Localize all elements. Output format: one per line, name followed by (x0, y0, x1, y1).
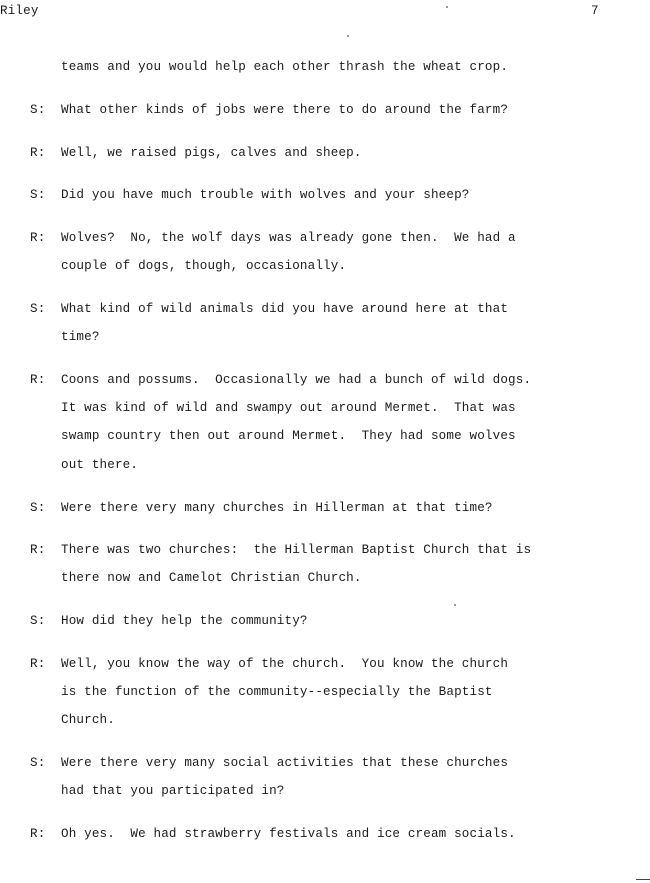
transcript-line: Coons and possums. Occasionally we had a bunch of wild dogs. (61, 373, 532, 387)
speaker-label: R: (30, 827, 46, 841)
transcript-line: had that you participated in? (61, 784, 285, 798)
transcript-line: There was two churches: the Hillerman Baptist Church that is (61, 543, 532, 557)
speaker-label: S: (30, 501, 46, 515)
transcript-line: Were there very many social activities that these churches (61, 756, 509, 770)
transcript-line: Church. (61, 713, 115, 727)
transcript-line: Did you have much trouble with wolves and your sheep? (61, 188, 470, 202)
speaker-label: S: (30, 756, 46, 770)
header-name: Riley (0, 4, 39, 18)
speaker-label: S: (30, 188, 46, 202)
speaker-label: R: (30, 373, 46, 387)
transcript-line: It was kind of wild and swampy out around Mermet. That was (61, 401, 516, 415)
speaker-label: R: (30, 543, 46, 557)
transcript-line: couple of dogs, though, occasionally. (61, 259, 347, 273)
transcript-line: out there. (61, 458, 139, 472)
page-number: 7 (591, 4, 599, 18)
speaker-label: R: (30, 146, 46, 160)
transcript-line: is the function of the community--especially the Baptist (61, 685, 493, 699)
transcript-line: Oh yes. We had strawberry festivals and ice cream socials. (61, 827, 516, 841)
transcript-line: Well, we raised pigs, calves and sheep. (61, 146, 362, 160)
scan-speck (454, 604, 456, 606)
speaker-label: R: (30, 231, 46, 245)
transcript-line: swamp country then out around Mermet. They had some wolves (61, 429, 516, 443)
speaker-label: S: (30, 103, 46, 117)
transcript-line: time? (61, 330, 100, 344)
transcript-line: Wolves? No, the wolf days was already gone then. We had a (61, 231, 516, 245)
transcript-line: What other kinds of jobs were there to do around the farm? (61, 103, 509, 117)
transcript-line: Were there very many churches in Hillerman at that time? (61, 501, 493, 515)
transcript-line: teams and you would help each other thrash the wheat crop. (61, 60, 509, 74)
transcript-line: How did they help the community? (61, 614, 308, 628)
transcript-line: Well, you know the way of the church. You know the church (61, 657, 509, 671)
speaker-label: S: (30, 302, 46, 316)
speaker-label: R: (30, 657, 46, 671)
speaker-label: S: (30, 614, 46, 628)
transcript-line: What kind of wild animals did you have around here at that (61, 302, 509, 316)
transcript-line: there now and Camelot Christian Church. (61, 571, 362, 585)
scan-speck (446, 6, 448, 8)
scan-speck (347, 35, 349, 37)
page-edge-mark (636, 879, 650, 880)
